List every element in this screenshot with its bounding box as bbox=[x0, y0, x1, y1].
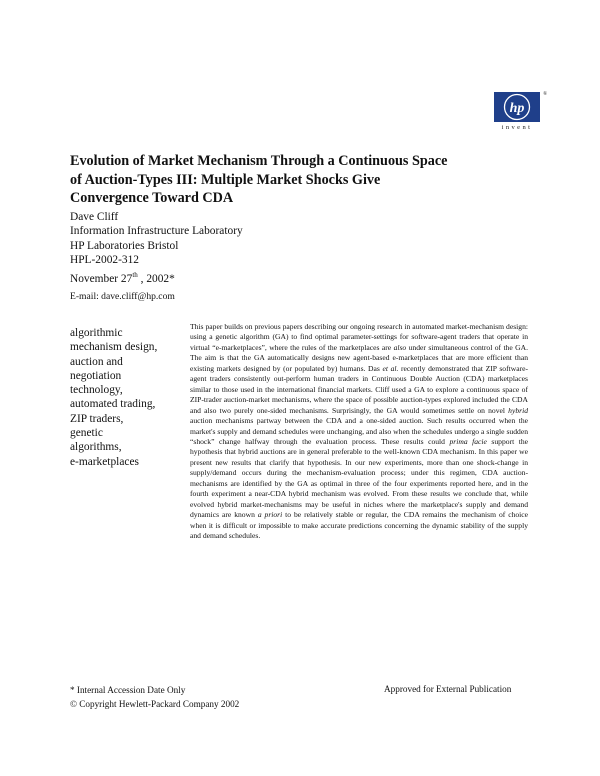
keyword: auction and bbox=[70, 355, 123, 368]
registered-mark: ® bbox=[543, 92, 547, 97]
keyword: e-marketplaces bbox=[70, 455, 139, 468]
report-date: November 27th , 2002* bbox=[70, 270, 175, 285]
copyright-notice: © Copyright Hewlett-Packard Company 2002 bbox=[70, 698, 240, 709]
author-block bbox=[70, 210, 243, 286]
author-lab: Information Infrastructure Laboratory bbox=[70, 225, 243, 238]
author-org: HP Laboratories Bristol bbox=[70, 239, 179, 252]
footer-notes bbox=[70, 684, 239, 711]
keyword: genetic bbox=[70, 427, 103, 440]
hp-logo-text: hp bbox=[509, 101, 525, 116]
accession-note: * Internal Accession Date Only bbox=[70, 685, 186, 695]
keyword: algorithms, bbox=[70, 441, 122, 454]
publication-approval: Approved for External Publication bbox=[384, 684, 512, 694]
keyword: algorithmic bbox=[70, 327, 123, 339]
abstract: This paper builds on previous papers describing our ongoing research in automated market-mechanism design: using a genetic algorithm (GA) to find optimal parameter-settings for software-agent traders that operate in virtual “e-marketplaces”, where the rules of the marketplaces are also under simultaneous control of the GA. The aim is that the GA automatically designs new agent-based e-marketplaces that are more efficient than existing markets designed by (or populated by) humans. Das et al. recently demonstrated that ZIP software-agent traders consistently out-perform human traders in Continuous Double Auction (CDA) marketplaces similar to those used in the international financial markets. Cliff used a GA to explore a continuous space of ZIP-trader auction-market mechanisms, where the space of possible auction-types explored included the CDA and also two purely one-sided mechanisms. Surprisingly, the GA would sometimes settle on novel hybrid auction mechanisms partway between the CDA and a one-sided auction. Such results occurred when the market's supply and demand schedules were unchanging, and also when the schedules undergo a single sudden “shock” change halfway through the evaluation process. These results could prima facie support the hypothesis that hybrid auctions are in general preferable to the well-known CDA mechanism. In this paper we present new results that clarify that hypothesis. In our new experiments, more than one shock-change in supply/demand occurs during the mechanism-evaluation process; under this regimen, CDA auction-mechanisms are identified by the GA as optimal in three of the four experiments reported here, and in the fourth experiment a near-CDA hybrid mechanism was evolved. From these results we conclude that, while evolved hybrid market-mechanisms may be useful in niches where the marketplace's supply and demand dynamics are known a priori to be relatively stable or regular, the CDA remains the mechanism of choice when it is difficult or impossible to make accurate predictions concerning the dynamic stability of the supply and demand schedules. bbox=[190, 322, 529, 541]
author-email: E-mail: dave.cliff@hp.com bbox=[70, 291, 175, 302]
hp-invent-logo bbox=[494, 92, 547, 131]
author-name: Dave Cliff bbox=[70, 211, 119, 223]
keywords-list bbox=[70, 326, 185, 469]
keyword: automated trading, bbox=[70, 398, 156, 411]
invent-tagline: invent bbox=[501, 124, 533, 131]
keyword: technology, bbox=[70, 384, 123, 397]
keyword: mechanism design, bbox=[70, 341, 158, 354]
keyword: ZIP traders, bbox=[70, 412, 124, 425]
hp-logo-icon bbox=[494, 92, 540, 122]
keyword: negotiation bbox=[70, 369, 122, 382]
report-number: HPL-2002-312 bbox=[70, 254, 139, 267]
paper-title: Evolution of Market Mechanism Through a Continuous Space of Auction-Types III: Multiple Market Shocks Give Convergence Toward CDA bbox=[70, 153, 448, 206]
